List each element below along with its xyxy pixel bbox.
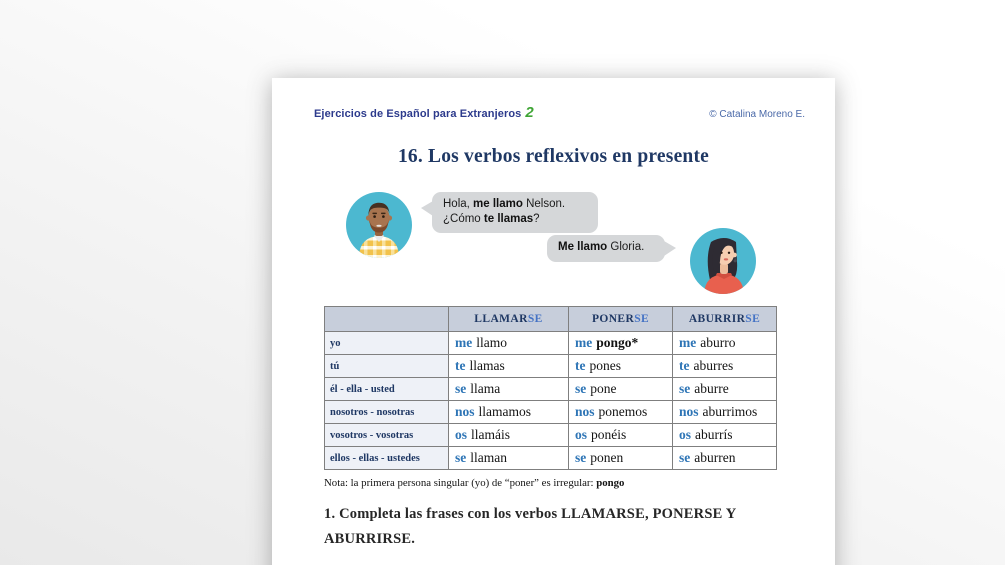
row-label: vosotros - vosotras [325,424,449,447]
nelson-line-1: Hola, me llamo Nelson. [443,198,566,210]
cell-nosotros-llamarse: nos llamamos [449,401,569,424]
cell-tu-ponerse: te pones [569,355,673,378]
cell-tu-aburrirse: te aburres [673,355,777,378]
series-number: 2 [525,104,534,121]
woman-avatar [690,228,756,294]
page-header [314,104,805,122]
cell-ellos-ponerse: se ponen [569,447,673,470]
cell-vosotros-llamarse: os llamáis [449,424,569,447]
table-row-el-ella-usted [325,378,777,401]
table-row-yo [325,332,777,355]
row-label: nosotros - nosotras [325,401,449,424]
table-header-aburrirse: ABURRIRSE [673,307,777,332]
row-label: yo [325,332,449,355]
nelson-line-2: ¿Cómo te llamas? [443,213,540,225]
table-row-tu [325,355,777,378]
cell-vosotros-ponerse: os ponéis [569,424,673,447]
cell-nosotros-aburrirse: nos aburrimos [673,401,777,424]
cell-el-llamarse: se llama [449,378,569,401]
table-row-ellos [325,447,777,470]
row-label: ellos - ellas - ustedes [325,447,449,470]
cell-yo-ponerse: me pongo* [569,332,673,355]
table-row-vosotros [325,424,777,447]
table-header-ponerse: PONERSE [569,307,673,332]
worksheet-page [272,78,835,565]
worksheet-title: 16. Los verbos reflexivos en presente [397,146,710,167]
nelson-speech-bubble [432,192,598,233]
table-corner-cell [325,307,449,332]
cell-el-ponerse: se pone [569,378,673,401]
table-header-llamarse: LLAMARSE [449,307,569,332]
cell-el-aburrirse: se aburre [673,378,777,401]
row-label: él - ella - usted [325,378,449,401]
cell-tu-llamarse: te llamas [449,355,569,378]
row-label: tú [325,355,449,378]
table-header-row [325,307,777,332]
table-row-nosotros [325,401,777,424]
series-title: Ejercicios de Español para Extranjeros [314,108,522,120]
man-avatar [346,192,412,258]
conjugation-table [324,306,777,470]
cell-yo-aburrirse: me aburro [673,332,777,355]
footnote: Nota: la primera persona singular (yo) de “poner” es irregular: pongo [324,477,625,489]
copyright-notice: © Catalina Moreno E. [709,109,805,120]
cell-yo-llamarse: me llamo [449,332,569,355]
exercise-heading: 1. Completa las frases con los verbos LLAMARSE, PONERSE Y ABURRIRSE. [324,506,736,547]
cell-nosotros-ponerse: nos ponemos [569,401,673,424]
cell-ellos-aburrirse: se aburren [673,447,777,470]
gloria-speech-bubble: Me llamo Gloria. [547,235,665,262]
series-title-group [314,104,534,122]
cell-ellos-llamarse: se llaman [449,447,569,470]
cell-vosotros-aburrirse: os aburrís [673,424,777,447]
